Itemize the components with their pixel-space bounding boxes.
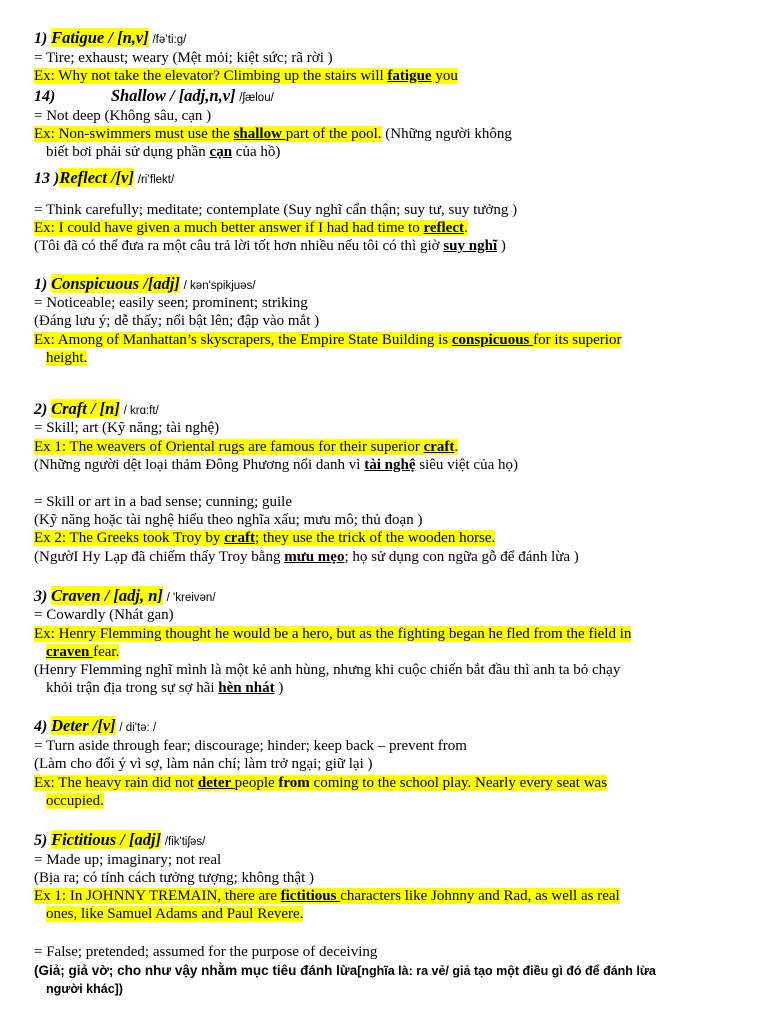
entry-heading [34,717,156,737]
pronunciation: / kən'spikjuəs/ [183,280,256,292]
keyword: fictitious [280,888,341,904]
entry-heading [34,169,174,189]
synonyms: = Think carefully; meditate; contemplate (Suy nghĩ cẩn thận; suy tư, suy tưởng ) [34,202,518,218]
pronunciation: /ri’flekt/ [137,174,175,186]
synonyms: = Skill or art in a bad sense; cunning; guile [34,494,292,510]
synonyms-vietnamese: (Đáng lưu ý; dễ thấy; nổi bật lên; đập vào mắt ) [34,313,320,329]
pronunciation: / 'kreivən/ [166,592,216,604]
synonyms: = Not deep (Không sâu, cạn ) [34,108,212,124]
headword: Craft / [n] [51,399,120,418]
synonyms: = Cowardly (Nhát gan) [34,607,174,623]
entry-number: 4) [34,718,48,735]
keyword: deter [197,775,235,791]
example-continuation: height. [46,350,88,366]
entry-heading [34,275,256,295]
translation: biết bơi phải sử dụng phần cạn của hồ) [46,144,281,160]
keyword: mưu mẹo [284,549,345,565]
translation: (Henry Flemming nghĩ mình là một kẻ anh hùng, nhưng khi cuộc chiến bắt đầu thì anh ta bỏ chạy [34,662,621,678]
keyword: fatigue [387,68,432,84]
keyword: cạn [209,144,233,160]
synonyms-vietnamese: (Kỹ năng hoặc tài nghệ hiểu theo nghĩa xấu; mưu mô; thủ đoạn ) [34,512,423,528]
translation: (NgườI Hy Lạp đã chiếm thấy Troy bằng mưu mẹo; họ sử dụng con ngữa gỗ để đánh lừa ) [34,549,579,565]
synonyms: = Noticeable; easily seen; prominent; striking [34,295,308,311]
synonyms-vietnamese-continuation: người khác]) [46,982,123,996]
entry-number: 1) [34,276,48,293]
example-sentence: Ex: Henry Flemming thought he would be a hero, but as the fighting began he fled from the field in [34,626,632,642]
entry-heading [34,87,274,107]
keyword-from: from [278,775,310,791]
keyword: shallow [233,126,286,142]
keyword: craft [224,530,255,546]
example-sentence: Ex 1: The weavers of Oriental rugs are famous for their superior craft. [34,439,459,455]
translation: (Những người không [381,126,512,142]
headword: Fictitious / [adj] [51,830,162,849]
keyword: craven [46,644,94,660]
keyword: tài nghệ [364,457,416,473]
entry-number: 14) [34,88,56,105]
example-sentence: Ex 2: The Greeks took Troy by craft; they use the trick of the wooden horse. [34,530,496,546]
example-sentence: Ex: I could have given a much better answer if I had had time to reflect. [34,220,468,236]
headword: Shallow / [adj,n,v] [110,86,236,105]
pronunciation: /ʃælou/ [239,92,274,104]
synonyms: = Tire; exhaust; weary (Mệt mỏi; kiệt sức; rã rời ) [34,50,333,66]
pronunciation: / krɑ:ft/ [123,405,159,417]
translation: (Những người dệt loại thảm Đông Phương nổi danh vì tài nghệ siêu việt của họ) [34,457,518,473]
synonyms: = False; pretended; assumed for the purpose of deceiving [34,944,378,960]
keyword: suy nghĩ [443,238,498,254]
synonyms-vietnamese: (Bịa ra; có tính cách tưởng tượng; không thật ) [34,870,314,886]
synonyms-vietnamese: (Giả; giả vờ; cho như vậy nhằm mục tiêu đánh lừa[nghĩa là: ra vẻ/ giả tạo một điều gì đó để đánh lừa [34,963,656,978]
synonyms: = Skill; art (Kỹ năng; tài nghệ) [34,420,220,436]
entry-heading [34,400,159,420]
example-sentence: Ex: Why not take the elevator? Climbing up the stairs will fatigue you [34,68,458,84]
entry-heading [34,29,186,49]
translation: khỏi trận địa trong sự sợ hãi hèn nhát ) [46,680,284,696]
headword: Craven / [adj, n] [51,586,163,605]
entry-number: 2) [34,401,48,418]
example-sentence: Ex: Among of Manhattan’s skyscrapers, the Empire State Building is conspicuous for its superior [34,332,622,348]
entry-number: 13 ) [34,170,60,187]
example-continuation: occupied. [46,793,104,809]
entry-heading [34,831,205,851]
keyword: reflect [423,220,464,236]
synonyms-vietnamese: (Làm cho đổi ý vì sợ, làm nản chí; làm trở ngại; giữ lại ) [34,756,373,772]
pronunciation: / di'tə: / [119,722,157,734]
entry-number: 5) [34,832,48,849]
translation: (Tôi đã có thể đưa ra một câu trả lời tốt hơn nhiều nếu tôi có thì giờ suy nghĩ ) [34,238,506,254]
synonyms: = Turn aside through fear; discourage; hinder; keep back – prevent from [34,738,467,754]
headword: Deter /[v] [51,716,116,735]
keyword: hèn nhát [218,680,275,696]
entry-number: 1) [34,30,48,47]
headword: Conspicuous /[adj] [51,274,180,293]
keyword: conspicuous [451,332,534,348]
example-sentence: Ex: Non-swimmers must use the shallow part of the pool. (Những người không [34,126,512,142]
pronunciation: /fik'tiʃəs/ [164,836,206,848]
example-sentence: Ex 1: In JOHNNY TREMAIN, there are fictitious characters like Johnny and Rad, as well as real [34,888,620,904]
example-continuation: ones, like Samuel Adams and Paul Revere. [46,906,304,922]
entry-heading [34,587,216,607]
example-continuation: craven fear. [46,644,120,660]
headword: Fatigue / [n,v] [51,28,149,47]
keyword: craft [423,439,455,455]
synonyms: = Made up; imaginary; not real [34,852,222,868]
pronunciation: /fə’ti:g/ [152,34,187,46]
entry-number: 3) [34,588,48,605]
headword: Reflect /[v] [59,168,134,187]
example-sentence: Ex: The heavy rain did not deter people from coming to the school play. Nearly every seat was [34,775,608,791]
